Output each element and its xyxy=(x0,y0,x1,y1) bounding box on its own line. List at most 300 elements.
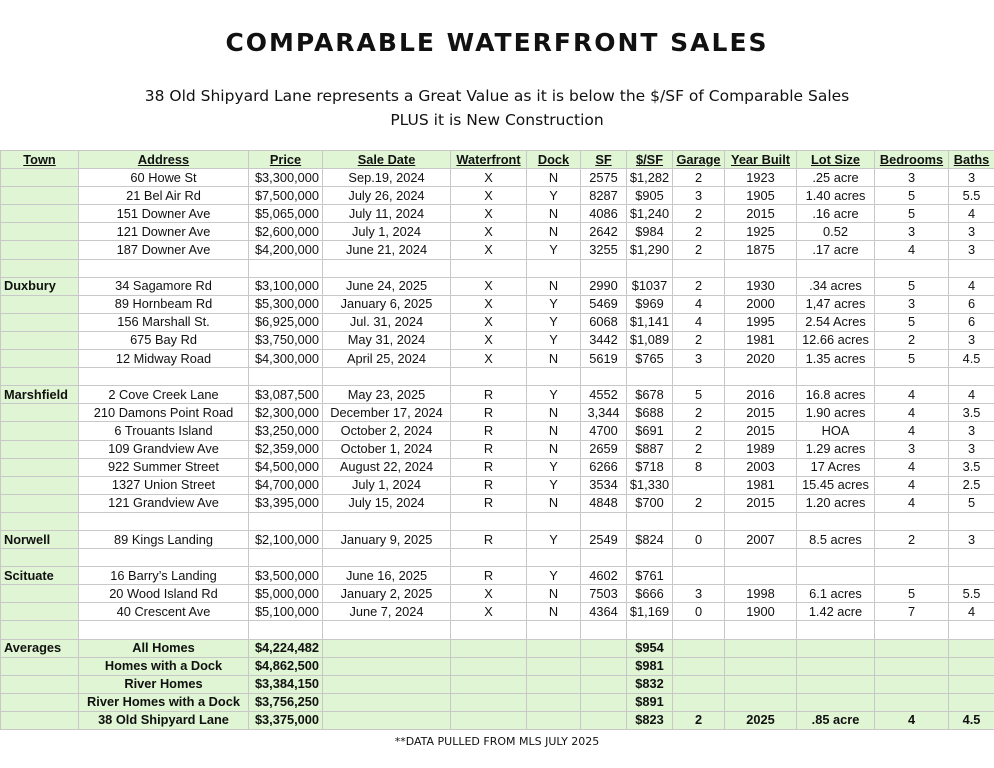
table-cell xyxy=(581,693,627,711)
table-cell: $761 xyxy=(627,567,673,585)
table-cell xyxy=(673,621,725,639)
table-row xyxy=(1,404,994,422)
table-row xyxy=(1,368,994,386)
table-cell: X xyxy=(451,277,527,295)
table-cell: 8287 xyxy=(581,187,627,205)
table-cell: 4 xyxy=(875,386,949,404)
table-cell: $691 xyxy=(627,422,673,440)
table-cell: 4 xyxy=(673,313,725,331)
table-cell: 40 Crescent Ave xyxy=(79,603,249,621)
table-cell xyxy=(949,675,994,693)
table-cell: 2015 xyxy=(725,205,797,223)
table-cell xyxy=(875,675,949,693)
table-cell: N xyxy=(527,350,581,368)
table-row xyxy=(1,223,994,241)
table-cell: 3 xyxy=(949,223,994,241)
table-cell: 5469 xyxy=(581,295,627,313)
table-cell xyxy=(949,639,994,657)
table-cell: 4.5 xyxy=(949,711,994,729)
town-cell: Averages xyxy=(1,639,79,657)
table-row xyxy=(1,386,994,404)
table-cell: 5.5 xyxy=(949,187,994,205)
town-cell xyxy=(1,440,79,458)
table-cell: 4 xyxy=(875,458,949,476)
table-cell xyxy=(949,567,994,585)
table-cell xyxy=(527,711,581,729)
table-cell: $3,375,000 xyxy=(249,711,323,729)
table-cell xyxy=(875,639,949,657)
table-cell: .34 acres xyxy=(797,277,875,295)
average-row xyxy=(1,657,994,675)
table-cell: 4 xyxy=(949,603,994,621)
table-cell: $1,089 xyxy=(627,331,673,349)
table-cell xyxy=(581,639,627,657)
table-cell: N xyxy=(527,277,581,295)
table-cell: 8 xyxy=(673,458,725,476)
table-cell xyxy=(797,259,875,277)
table-cell xyxy=(673,476,725,494)
table-cell: 2015 xyxy=(725,494,797,512)
table-cell: 2 xyxy=(875,331,949,349)
table-cell: 4 xyxy=(875,241,949,259)
table-cell: Y xyxy=(527,476,581,494)
table-cell xyxy=(79,512,249,530)
table-cell xyxy=(249,621,323,639)
table-cell: $905 xyxy=(627,187,673,205)
table-cell: 7503 xyxy=(581,585,627,603)
table-cell xyxy=(627,621,673,639)
table-cell: 21 Bel Air Rd xyxy=(79,187,249,205)
table-cell: $7,500,000 xyxy=(249,187,323,205)
column-header: Address xyxy=(79,151,249,169)
table-cell: 3 xyxy=(673,350,725,368)
subtitle-line-2: PLUS it is New Construction xyxy=(390,111,604,129)
table-cell: 2 xyxy=(673,440,725,458)
table-cell: 2990 xyxy=(581,277,627,295)
table-cell: 3.5 xyxy=(949,404,994,422)
table-cell xyxy=(797,512,875,530)
table-row xyxy=(1,458,994,476)
table-row xyxy=(1,476,994,494)
table-cell: $3,087,500 xyxy=(249,386,323,404)
table-cell: December 17, 2024 xyxy=(323,404,451,422)
table-cell: $1,282 xyxy=(627,169,673,187)
table-cell xyxy=(627,549,673,567)
column-header: SF xyxy=(581,151,627,169)
table-cell xyxy=(323,639,451,657)
table-cell xyxy=(79,259,249,277)
table-cell xyxy=(581,368,627,386)
table-cell: 1981 xyxy=(725,331,797,349)
table-cell xyxy=(875,693,949,711)
table-cell: 3442 xyxy=(581,331,627,349)
table-row xyxy=(1,422,994,440)
table-cell: 2 xyxy=(673,241,725,259)
column-header: Bedrooms xyxy=(875,151,949,169)
table-cell: 0 xyxy=(673,603,725,621)
column-header: Dock xyxy=(527,151,581,169)
table-cell xyxy=(323,549,451,567)
table-cell: $4,224,482 xyxy=(249,639,323,657)
town-cell xyxy=(1,675,79,693)
table-cell: 2 xyxy=(673,169,725,187)
table-cell: X xyxy=(451,295,527,313)
table-cell: 4 xyxy=(673,295,725,313)
table-cell: June 16, 2025 xyxy=(323,567,451,585)
town-cell: Marshfield xyxy=(1,386,79,404)
table-row xyxy=(1,567,994,585)
table-cell: January 9, 2025 xyxy=(323,530,451,548)
table-cell xyxy=(581,259,627,277)
table-cell xyxy=(949,512,994,530)
table-cell: 5.5 xyxy=(949,585,994,603)
table-cell: .17 acre xyxy=(797,241,875,259)
table-cell: Y xyxy=(527,187,581,205)
town-cell xyxy=(1,223,79,241)
table-cell: N xyxy=(527,169,581,187)
table-cell xyxy=(875,621,949,639)
table-cell: August 22, 2024 xyxy=(323,458,451,476)
table-cell: $1,240 xyxy=(627,205,673,223)
table-cell: 7 xyxy=(875,603,949,621)
table-cell xyxy=(451,368,527,386)
table-cell: X xyxy=(451,169,527,187)
table-cell xyxy=(875,567,949,585)
table-cell: .25 acre xyxy=(797,169,875,187)
table-cell: 2015 xyxy=(725,422,797,440)
table-cell xyxy=(725,512,797,530)
table-cell: June 21, 2024 xyxy=(323,241,451,259)
table-cell: .85 acre xyxy=(797,711,875,729)
table-cell: $832 xyxy=(627,675,673,693)
table-cell xyxy=(725,639,797,657)
table-cell: 3,344 xyxy=(581,404,627,422)
table-cell: $823 xyxy=(627,711,673,729)
table-cell: 156 Marshall St. xyxy=(79,313,249,331)
table-cell xyxy=(949,368,994,386)
column-header: Lot Size xyxy=(797,151,875,169)
table-cell xyxy=(323,512,451,530)
table-cell: 4 xyxy=(949,277,994,295)
table-cell xyxy=(527,657,581,675)
table-cell: 34 Sagamore Rd xyxy=(79,277,249,295)
table-cell: R xyxy=(451,404,527,422)
table-cell: 3 xyxy=(875,295,949,313)
table-cell: 2 Cove Creek Lane xyxy=(79,386,249,404)
table-row xyxy=(1,241,994,259)
table-cell: 1989 xyxy=(725,440,797,458)
table-cell: 17 Acres xyxy=(797,458,875,476)
table-cell: 3 xyxy=(673,585,725,603)
table-cell: X xyxy=(451,241,527,259)
town-cell xyxy=(1,621,79,639)
table-cell xyxy=(725,693,797,711)
table-cell: Y xyxy=(527,386,581,404)
table-row xyxy=(1,205,994,223)
table-row xyxy=(1,512,994,530)
table-cell: 2000 xyxy=(725,295,797,313)
table-cell: R xyxy=(451,458,527,476)
town-cell xyxy=(1,585,79,603)
table-cell xyxy=(323,259,451,277)
table-cell: 1900 xyxy=(725,603,797,621)
table-cell: X xyxy=(451,205,527,223)
table-cell: $3,756,250 xyxy=(249,693,323,711)
table-row xyxy=(1,169,994,187)
table-cell: R xyxy=(451,422,527,440)
table-cell: May 31, 2024 xyxy=(323,331,451,349)
table-cell xyxy=(949,621,994,639)
table-cell: $4,200,000 xyxy=(249,241,323,259)
table-cell: 210 Damons Point Road xyxy=(79,404,249,422)
table-row xyxy=(1,331,994,349)
town-cell xyxy=(1,295,79,313)
table-cell: $2,359,000 xyxy=(249,440,323,458)
town-cell xyxy=(1,657,79,675)
table-cell: R xyxy=(451,567,527,585)
table-cell: 89 Kings Landing xyxy=(79,530,249,548)
table-cell: $3,384,150 xyxy=(249,675,323,693)
table-cell: 2 xyxy=(673,277,725,295)
table-cell: 5619 xyxy=(581,350,627,368)
table-cell: $3,250,000 xyxy=(249,422,323,440)
table-cell xyxy=(323,657,451,675)
comparable-sales-table xyxy=(0,150,994,730)
table-row xyxy=(1,259,994,277)
table-cell: 922 Summer Street xyxy=(79,458,249,476)
table-cell: 2007 xyxy=(725,530,797,548)
table-cell: $3,395,000 xyxy=(249,494,323,512)
table-cell: 4552 xyxy=(581,386,627,404)
column-header: Garage xyxy=(673,151,725,169)
table-cell: 2.54 Acres xyxy=(797,313,875,331)
table-cell: June 24, 2025 xyxy=(323,277,451,295)
table-cell xyxy=(249,259,323,277)
table-cell xyxy=(451,639,527,657)
table-cell xyxy=(797,621,875,639)
table-cell: 3 xyxy=(949,440,994,458)
table-cell: All Homes xyxy=(79,639,249,657)
table-cell: 6 xyxy=(949,295,994,313)
table-cell: $3,100,000 xyxy=(249,277,323,295)
table-cell: 1327 Union Street xyxy=(79,476,249,494)
table-cell xyxy=(527,675,581,693)
page-subtitle xyxy=(0,84,994,132)
table-cell: 4 xyxy=(949,386,994,404)
column-header: Sale Date xyxy=(323,151,451,169)
column-header: Baths xyxy=(949,151,994,169)
table-cell: X xyxy=(451,313,527,331)
table-cell: $1,290 xyxy=(627,241,673,259)
table-cell xyxy=(451,549,527,567)
town-cell xyxy=(1,422,79,440)
table-cell: 38 Old Shipyard Lane xyxy=(79,711,249,729)
table-cell: 1925 xyxy=(725,223,797,241)
table-cell: 121 Grandview Ave xyxy=(79,494,249,512)
town-cell xyxy=(1,187,79,205)
town-cell xyxy=(1,368,79,386)
table-cell: 1905 xyxy=(725,187,797,205)
table-row xyxy=(1,350,994,368)
table-cell xyxy=(673,639,725,657)
table-cell xyxy=(249,368,323,386)
average-row xyxy=(1,693,994,711)
table-cell: $3,750,000 xyxy=(249,331,323,349)
table-cell: 2015 xyxy=(725,404,797,422)
table-cell xyxy=(797,675,875,693)
table-cell: 5 xyxy=(875,205,949,223)
table-cell: 6 Trouants Island xyxy=(79,422,249,440)
table-cell: 3 xyxy=(875,169,949,187)
table-cell: 2 xyxy=(673,331,725,349)
town-cell xyxy=(1,494,79,512)
table-cell: 2575 xyxy=(581,169,627,187)
table-cell: Y xyxy=(527,567,581,585)
table-cell: R xyxy=(451,386,527,404)
table-cell: 109 Grandview Ave xyxy=(79,440,249,458)
table-cell: $2,600,000 xyxy=(249,223,323,241)
table-cell: 4 xyxy=(875,422,949,440)
table-cell xyxy=(249,512,323,530)
table-cell: 5 xyxy=(673,386,725,404)
table-cell: 187 Downer Ave xyxy=(79,241,249,259)
table-cell xyxy=(949,259,994,277)
table-row xyxy=(1,603,994,621)
table-cell xyxy=(875,512,949,530)
table-cell: 2.5 xyxy=(949,476,994,494)
table-cell: N xyxy=(527,404,581,422)
table-cell: $887 xyxy=(627,440,673,458)
subtitle-line-1: 38 Old Shipyard Lane represents a Great Value as it is below the $/SF of Comparable Sales xyxy=(144,87,850,105)
table-cell xyxy=(527,368,581,386)
table-cell xyxy=(673,368,725,386)
table-cell: N xyxy=(527,422,581,440)
table-cell xyxy=(797,693,875,711)
table-cell: 4848 xyxy=(581,494,627,512)
table-cell: $1,141 xyxy=(627,313,673,331)
table-cell: 2 xyxy=(673,205,725,223)
table-cell: 2659 xyxy=(581,440,627,458)
table-cell: 1875 xyxy=(725,241,797,259)
table-cell: X xyxy=(451,603,527,621)
footer-note: **DATA PULLED FROM MLS JULY 2025 xyxy=(394,735,600,748)
table-cell xyxy=(725,621,797,639)
town-cell: Duxbury xyxy=(1,277,79,295)
table-cell: 2 xyxy=(875,530,949,548)
table-cell: N xyxy=(527,585,581,603)
table-cell: 2025 xyxy=(725,711,797,729)
table-cell xyxy=(79,621,249,639)
table-cell: 1.20 acres xyxy=(797,494,875,512)
table-cell xyxy=(627,368,673,386)
table-cell xyxy=(673,693,725,711)
table-cell: N xyxy=(527,603,581,621)
table-cell: 2 xyxy=(673,494,725,512)
table-cell: $5,100,000 xyxy=(249,603,323,621)
table-cell: 4 xyxy=(949,205,994,223)
table-cell xyxy=(451,675,527,693)
column-header: Year Built xyxy=(725,151,797,169)
table-cell: 151 Downer Ave xyxy=(79,205,249,223)
table-cell xyxy=(673,259,725,277)
table-cell xyxy=(451,512,527,530)
table-cell: R xyxy=(451,494,527,512)
table-cell: $981 xyxy=(627,657,673,675)
table-cell: $4,500,000 xyxy=(249,458,323,476)
table-cell xyxy=(875,368,949,386)
table-cell: 2 xyxy=(673,711,725,729)
table-cell: 6068 xyxy=(581,313,627,331)
town-cell xyxy=(1,693,79,711)
table-cell: 1.29 acres xyxy=(797,440,875,458)
table-row xyxy=(1,494,994,512)
table-cell xyxy=(451,711,527,729)
table-cell: July 26, 2024 xyxy=(323,187,451,205)
table-row xyxy=(1,187,994,205)
table-cell xyxy=(725,567,797,585)
table-cell xyxy=(875,549,949,567)
column-header: Price xyxy=(249,151,323,169)
table-cell: 2642 xyxy=(581,223,627,241)
table-cell: R xyxy=(451,530,527,548)
table-cell: $954 xyxy=(627,639,673,657)
table-cell: 3534 xyxy=(581,476,627,494)
table-cell: 1995 xyxy=(725,313,797,331)
table-cell: $6,925,000 xyxy=(249,313,323,331)
table-cell: 4 xyxy=(875,404,949,422)
table-row xyxy=(1,621,994,639)
table-cell: 2549 xyxy=(581,530,627,548)
table-cell xyxy=(673,512,725,530)
table-cell: July 15, 2024 xyxy=(323,494,451,512)
table-cell: 0.52 xyxy=(797,223,875,241)
town-cell xyxy=(1,205,79,223)
town-cell xyxy=(1,603,79,621)
table-cell xyxy=(581,657,627,675)
page-title: COMPARABLE WATERFRONT SALES xyxy=(225,28,769,57)
table-cell: $688 xyxy=(627,404,673,422)
table-cell xyxy=(949,693,994,711)
table-cell xyxy=(725,259,797,277)
table-row xyxy=(1,440,994,458)
table-cell: 12.66 acres xyxy=(797,331,875,349)
table-cell: 2 xyxy=(673,404,725,422)
column-header: Town xyxy=(1,151,79,169)
table-cell xyxy=(323,675,451,693)
town-cell xyxy=(1,259,79,277)
table-cell: .16 acre xyxy=(797,205,875,223)
table-cell: R xyxy=(451,440,527,458)
table-cell: N xyxy=(527,223,581,241)
table-cell: 2 xyxy=(673,422,725,440)
table-cell xyxy=(527,621,581,639)
table-row xyxy=(1,530,994,548)
table-cell xyxy=(581,711,627,729)
table-cell: July 11, 2024 xyxy=(323,205,451,223)
table-cell xyxy=(673,675,725,693)
table-cell xyxy=(797,549,875,567)
table-cell xyxy=(673,549,725,567)
table-cell: 16 Barry’s Landing xyxy=(79,567,249,585)
table-cell: July 1, 2024 xyxy=(323,223,451,241)
table-cell: 1,47 acres xyxy=(797,295,875,313)
table-cell: 1.40 acres xyxy=(797,187,875,205)
table-cell: 5 xyxy=(875,585,949,603)
table-cell: 3 xyxy=(949,169,994,187)
table-cell: 8.5 acres xyxy=(797,530,875,548)
table-cell: January 2, 2025 xyxy=(323,585,451,603)
table-cell: 1.90 acres xyxy=(797,404,875,422)
